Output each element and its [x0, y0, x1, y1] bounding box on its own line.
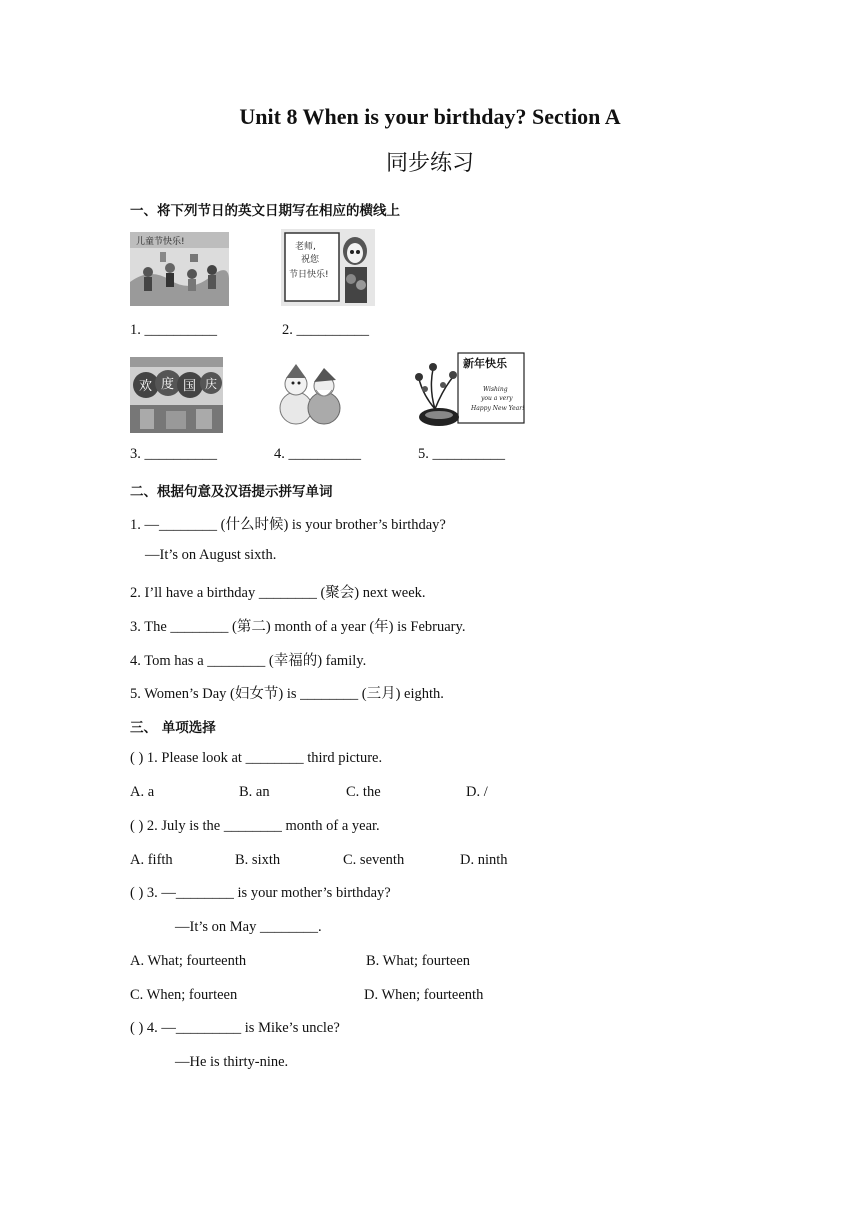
question-1: ( ) 1. Please look at ________ third picture. — [130, 750, 383, 766]
section-heading-3: 三、 单项选择 — [130, 720, 216, 736]
svg-text:Happy New Year!: Happy New Year! — [471, 405, 525, 412]
q3-option-a[interactable]: A. What; fourteenth — [130, 953, 247, 969]
fill-item-5: 5. Women’s Day (妇女节) is ________ (三月) eighth. — [130, 686, 444, 702]
blank-2[interactable]: 2. __________ — [282, 322, 369, 338]
blank-4[interactable]: 4. __________ — [274, 446, 361, 462]
svg-text:庆: 庆 — [205, 377, 218, 391]
q2-option-a[interactable]: A. fifth — [130, 852, 173, 868]
svg-text:新年快乐: 新年快乐 — [463, 357, 507, 370]
q3-option-b[interactable]: B. What; fourteen — [366, 953, 471, 969]
svg-text:you a very: you a very — [481, 395, 513, 402]
christmas-picture — [274, 360, 346, 432]
blank-1[interactable]: 1. __________ — [130, 322, 217, 338]
fill-item-4: 4. Tom has a ________ (幸福的) family. — [130, 653, 367, 669]
question-2: ( ) 2. July is the ________ month of a year. — [130, 818, 380, 834]
q1-option-d[interactable]: D. / — [466, 784, 488, 800]
fill-item-1-answer: —It’s on August sixth. — [145, 547, 277, 563]
section-heading-1: 一、将下列节日的英文日期写在相应的横线上 — [130, 203, 400, 219]
svg-text:度: 度 — [161, 377, 175, 392]
fill-item-3: 3. The ________ (第二) month of a year (年) is February. — [130, 619, 466, 635]
blank-3[interactable]: 3. __________ — [130, 446, 217, 462]
svg-text:国: 国 — [183, 379, 197, 394]
q3-option-d[interactable]: D. When; fourteenth — [364, 987, 484, 1003]
svg-text:欢: 欢 — [139, 379, 153, 394]
q2-option-b[interactable]: B. sixth — [235, 852, 281, 868]
svg-text:Wishing: Wishing — [483, 386, 508, 393]
fill-item-1: 1. —________ (什么时候) is your brother’s birthday? — [130, 517, 446, 533]
blank-5[interactable]: 5. __________ — [418, 446, 505, 462]
national-day-picture — [130, 357, 223, 433]
q1-option-c[interactable]: C. the — [346, 784, 381, 800]
childrens-day-caption: 儿童节快乐! — [136, 237, 185, 247]
question-4: ( ) 4. —_________ is Mike’s uncle? — [130, 1020, 340, 1036]
q2-option-d[interactable]: D. ninth — [460, 852, 508, 868]
svg-text:祝您: 祝您 — [301, 255, 320, 265]
question-4-answer-line: —He is thirty-nine. — [175, 1054, 289, 1070]
fill-item-2: 2. I’ll have a birthday ________ (聚会) next week. — [130, 585, 426, 601]
section-heading-2: 二、根据句意及汉语提示拼写单词 — [130, 484, 333, 500]
new-year-picture — [413, 349, 527, 431]
childrens-day-picture — [130, 232, 229, 306]
page-subtitle: 同步练习 — [385, 150, 474, 175]
svg-text:老师,: 老师, — [295, 242, 316, 252]
page-title: Unit 8 When is your birthday? Section A — [239, 104, 621, 129]
q2-option-c[interactable]: C. seventh — [343, 852, 405, 868]
svg-text:节日快乐!: 节日快乐! — [289, 270, 329, 280]
q1-option-b[interactable]: B. an — [239, 784, 270, 800]
q3-option-c[interactable]: C. When; fourteen — [130, 987, 238, 1003]
q1-option-a[interactable]: A. a — [130, 784, 155, 800]
teachers-day-picture — [281, 229, 375, 306]
question-3-answer-line: —It’s on May ________. — [175, 919, 322, 935]
question-3: ( ) 3. —________ is your mother’s birthday? — [130, 885, 391, 901]
